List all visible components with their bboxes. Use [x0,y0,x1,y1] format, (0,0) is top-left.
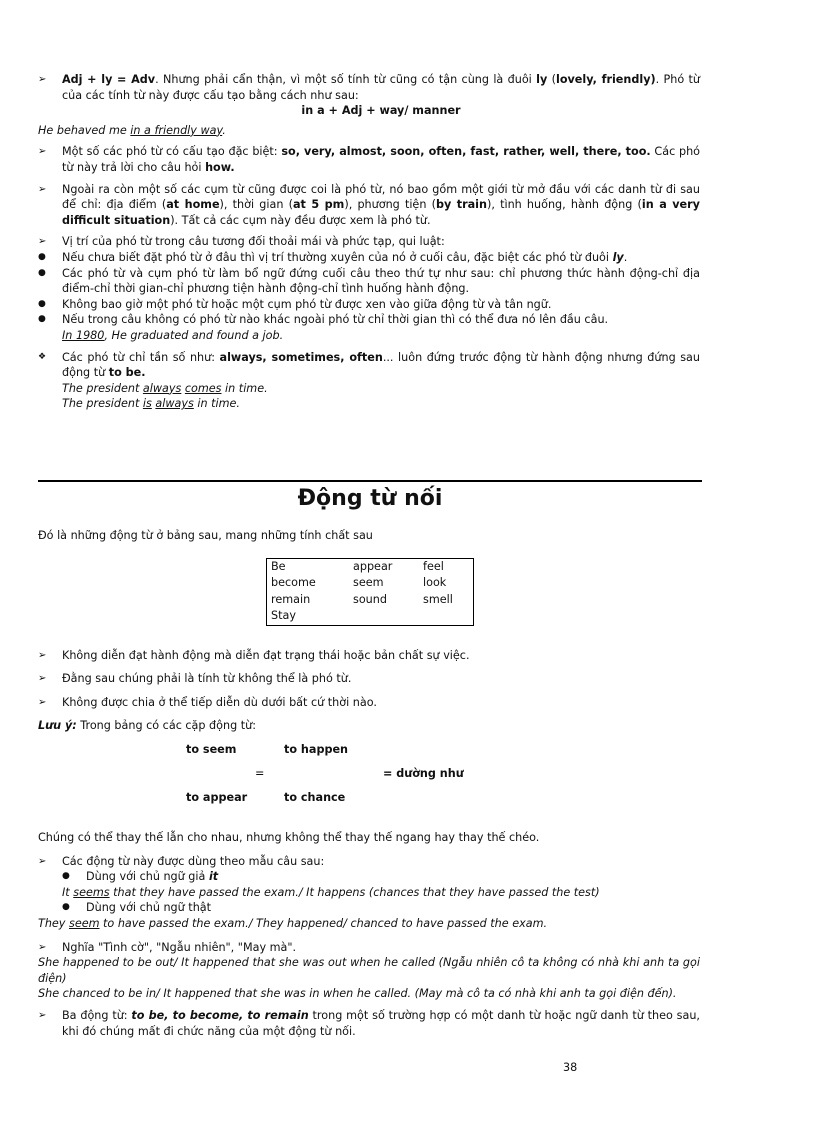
text: Ngoài ra còn một số các cụm từ cũng được coi là phó từ, nó bao gồm một giới từ mở đầu với các danh từ đi sau để chỉ: địa điểm ( [62,182,700,212]
text: . [623,250,628,264]
text: Nếu chưa biết đặt phó từ ở đâu thì vị trí thường xuyên của nó ở cuối câu, đặc biệt các phó từ đuôi [62,250,613,264]
example: She chanced to be in/ It happened that she was in when he called. (May mà cô ta có nhà khi anh ta gọi điện đến). [38,987,677,1001]
table-cell [349,608,419,625]
pair-meaning: = dường như [383,766,464,780]
text: how. [205,160,235,174]
arrow-bullet-icon: ➢ [38,855,47,867]
text: Đằng sau chúng phải là tính từ không thể là phó từ. [62,672,352,686]
bullet-property [38,671,700,687]
dot-bullet-icon: ● [38,314,46,325]
text: in a very difficult situation [62,198,700,227]
text: . [222,123,226,137]
text: Các phó từ và cụm phó từ làm bổ ngữ đứng cuối câu theo thứ tự như sau: chỉ phương thức hành động-chỉ địa điểm-chỉ thời gian-chỉ phương tiện hành động-chỉ tình huống hành động. [62,266,700,296]
text: The president [62,381,143,395]
example [38,328,700,344]
text: Không diễn đạt hành động mà diễn đạt trạng thái hoặc bản chất sự việc. [62,648,470,662]
dot-bullet-icon: ● [62,902,70,913]
text: Ba động từ: [62,1008,132,1022]
text: Một số các phó từ có cấu tạo đặc biệt: [62,145,282,159]
bullet-property [38,648,700,664]
table-cell: become [271,576,316,590]
text: in time. [193,397,240,411]
text: is [142,397,152,411]
arrow-bullet-icon: ➢ [38,673,47,685]
bullet-three-verbs [38,1008,700,1039]
table-cell: remain [271,592,311,606]
text: In 1980 [62,328,105,342]
bullet-adj-ly [38,72,700,119]
table-row [267,592,474,609]
text: Dùng với chủ ngữ thật [86,901,212,915]
text: trong một số trường hợp có một danh từ hoặc ngữ danh từ theo sau, khi đó chúng mất đi chức năng của một động từ nối. [62,1008,700,1038]
table-cell: smell [423,592,453,606]
text: Các phó từ chỉ tần số như: [62,350,220,364]
text: always [155,397,194,411]
table-cell: Stay [271,609,296,623]
text: ), tình huống, hành động ( [486,198,642,212]
text: He behaved me [38,123,131,137]
text: Không được chia ở thể tiếp diễn dù dưới bất cứ thời nào. [62,695,377,709]
example [38,123,700,139]
text: They [38,916,69,930]
dot-bullet-icon: ● [38,251,46,262]
text: It [62,885,74,899]
rule-text: Adj + ly = Adv [62,73,156,86]
text: at home [166,198,220,212]
text: seems [73,885,110,899]
formula: in a + Adj + way/ manner [301,104,461,118]
arrow-bullet-icon: ➢ [38,941,47,953]
section-title: Động từ nối [297,486,443,511]
text: Chúng có thể thay thế lẫn cho nhau, nhưng không thể thay thế ngang hay thay thế chéo. [38,830,540,844]
example [38,381,700,397]
linking-verbs-section [38,528,700,1043]
example [38,885,700,901]
dot-bullet-icon: ● [38,298,46,309]
sub-bullet [14,250,700,266]
arrow-bullet-icon: ➢ [38,236,47,248]
arrow-bullet-icon: ➢ [38,183,47,195]
bullet-property [38,695,700,711]
bullet-adverb-phrases [38,182,700,229]
text: that they have passed the exam./ It happens (chances that they have passed the test) [109,885,600,899]
bullet-meaning [38,940,700,956]
table-cell: Be [271,559,286,573]
text: Nếu trong câu không có phó từ nào khác ngoài phó từ chỉ thời gian thì có thể đưa nó lên đầu câu. [62,313,609,327]
text: to be. [108,366,146,380]
bullet-usage [38,854,700,870]
text: so, very, almost, soon, often, fast, rather, well, there, too. [281,145,651,159]
text: lovely, friendly) [555,73,656,86]
section-divider [38,480,702,482]
text: Không bao giờ một phó từ hoặc một cụm phó từ được xen vào giữa động từ và tân ngữ. [62,297,552,311]
pair-verb: to seem [186,742,237,756]
text: ), thời gian ( [219,198,293,212]
text: at 5 pm [292,198,345,212]
sub-bullet [38,900,700,916]
table-cell: feel [423,559,444,573]
text: Dùng với chủ ngữ giả [86,870,209,884]
text: Trong bảng có các cặp động từ: [76,719,256,733]
example [38,916,700,932]
table-row [267,608,474,625]
text: to be, to become, to remain [131,1008,309,1022]
text: . Nhưng phải cẩn thận, vì một số tính từ cũng có tận cùng là đuôi [155,73,537,86]
verb-pairs [38,734,700,830]
text: ly [536,73,548,86]
table-cell: sound [353,592,387,606]
table-cell [419,608,474,625]
text: always, sometimes, often [219,350,383,364]
diamond-bullet [14,350,700,381]
pair-verb: to happen [284,742,349,756]
text: seem [68,916,100,930]
table-cell: look [423,576,447,590]
text: in a friendly way [130,123,223,137]
text: comes [184,381,222,395]
linking-verbs-table [266,558,474,626]
sub-bullet [14,312,700,328]
text: ( [547,73,556,86]
text: . Phó từ của các tính từ này được cấu tạo bằng cách như sau: [62,73,701,102]
text: ), phương tiện ( [344,198,436,212]
dot-bullet-icon: ● [38,267,46,278]
note [38,718,700,734]
pair-verb: to chance [284,790,346,804]
sub-bullet [38,869,700,885]
arrow-bullet-icon: ➢ [38,146,47,158]
intro-text: Đó là những động từ ở bảng sau, mang những tính chất sau [38,529,373,542]
arrow-bullet-icon: ➢ [38,74,47,85]
bullet-adverb-position [38,234,700,250]
text: Các phó từ này trả lời cho câu hỏi [62,145,701,174]
example: She happened to be out/ It happened that she was out when he called (Ngẫu nhiên cô ta không có nhà khi anh ta gọi điện) [38,956,700,985]
arrow-bullet-icon: ➢ [38,1009,47,1021]
text: ). Tất cả các cụm này đều được xem là phó từ. [170,213,431,227]
text: by train [435,198,487,212]
text: ly [612,250,624,264]
arrow-bullet-icon: ➢ [38,649,47,661]
adverb-section [38,72,700,412]
note-label: Lưu ý: [38,719,77,733]
sub-bullet [14,297,700,313]
pair-verb: to appear [186,790,248,804]
arrow-bullet-icon: ➢ [38,696,47,708]
table-cell: seem [353,576,384,590]
text: ... luôn đứng trước động từ hành động nhưng đứng sau động từ [62,350,701,380]
sub-bullet [14,266,700,297]
page-number: 38 [563,1061,578,1074]
text: Nghĩa "Tình cờ", "Ngẫu nhiên", "May mà". [62,940,297,954]
diamond-bullet-icon: ❖ [38,351,47,362]
example [38,396,700,412]
text: Vị trí của phó từ trong câu tương đối thoải mái và phức tạp, qui luật: [62,235,445,249]
text: to have passed the exam./ They happened/ chanced to have passed the exam. [99,916,548,930]
text: always [142,381,182,395]
table-row [267,575,474,592]
table-row [267,558,474,575]
text: , He graduated and found a job. [104,328,284,342]
text: Các động từ này được dùng theo mẫu câu sau: [62,854,325,868]
text: it [208,870,219,884]
table-cell: appear [353,559,393,573]
dot-bullet-icon: ● [62,871,70,882]
text: in time. [221,381,268,395]
bullet-special-adverbs [38,144,700,175]
equals-sign: = [255,766,265,780]
text: The president [62,397,143,411]
